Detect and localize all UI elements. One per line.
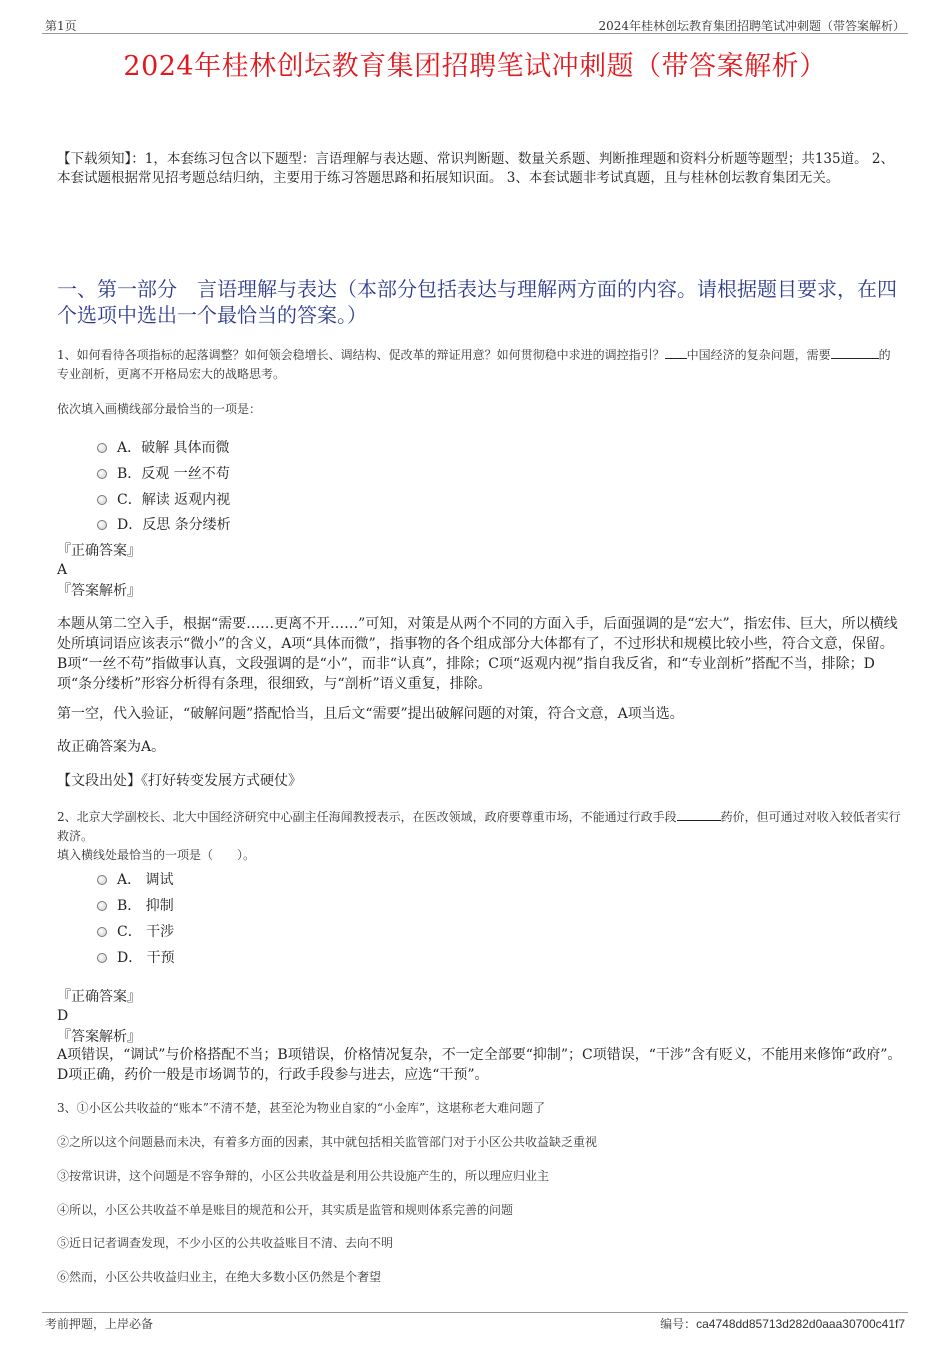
q1-answer: A (57, 562, 68, 578)
q3-sentence-2: ②之所以这个问题悬而未决，有着多方面的因素，其中就包括相关监管部门对于小区公共收益缺乏重视 (57, 1135, 598, 1149)
option-label: C． 干涉 (117, 924, 175, 940)
q2-option-d[interactable] (97, 947, 175, 967)
q1-answer-label: 『正确答案』 (57, 543, 141, 559)
question-2-stem-part: 2、北京大学副校长、北大中国经济研究中心副主任海闻教授表示，在医改领域，政府要尊重市场，不能通过行政手段 (57, 810, 677, 824)
question-1-stem-part: 的专业剖析，更离不开格局宏大的战略思考。 (57, 348, 891, 381)
radio-icon[interactable] (97, 901, 107, 911)
q3-sentence-5: ⑤近日记者调查发现，不少小区的公共收益账目不清、去向不明 (57, 1236, 394, 1250)
q2-answer-label: 『正确答案』 (57, 989, 141, 1005)
q3-sentence-3: ③按常识讲，这个问题是不容争辩的，小区公共收益是利用公共设施产生的，所以理应归业主 (57, 1169, 550, 1183)
q2-analysis: A项错误，“调试”与价格搭配不当；B项错误，价格情况复杂，不一定全部要“抑制”；C项错误，“干涉”含有贬义，不能用来修饰“政府”。D项正确，药价一般是市场调节的，行政手段参与进去，应选“干预”。 (57, 1047, 902, 1083)
option-label: A．破解 具体而微 (117, 440, 230, 456)
q1-analysis-paragraph-3: 故正确答案为A。 (57, 739, 166, 755)
radio-icon[interactable] (97, 443, 107, 453)
option-label: C．解读 返观内视 (117, 492, 231, 508)
question-1-stem-part: 中国经济的复杂问题，需要 (686, 348, 831, 362)
q2-answer: D (57, 1008, 69, 1024)
q3-sentence-6: ⑥然而，小区公共收益归业主，在绝大多数小区仍然是个奢望 (57, 1270, 382, 1284)
q1-analysis-label: 『答案解析』 (57, 583, 141, 599)
footer-doc-id (660, 1315, 905, 1332)
page-title: 2024年桂林创坛教育集团招聘笔试冲刺题（带答案解析） (123, 51, 827, 82)
q2-option-b[interactable] (97, 895, 174, 915)
blank-3 (677, 820, 721, 821)
radio-icon[interactable] (97, 927, 107, 937)
header-divider (42, 33, 908, 34)
question-2-stem (57, 808, 902, 846)
footer-id-code: ca4748dd85713d282d0aaa30700c41f7 (696, 1317, 905, 1331)
radio-icon[interactable] (97, 520, 107, 530)
q1-option-b[interactable] (97, 463, 230, 483)
q1-option-c[interactable] (97, 489, 230, 509)
option-label: D． 干预 (117, 950, 175, 966)
question-1-stem-part: 1、如何看待各项指标的起落调整？如何领会稳增长、调结构、促改革的辩证用意？如何贯彻稳中求进的调控指引？ (57, 348, 665, 362)
option-label: B． 抑制 (117, 898, 174, 914)
section-heading: 一、第一部分 言语理解与表达（本部分包括表达与理解两方面的内容。请根据题目要求，在四个选项中选出一个最恰当的答案。） (57, 277, 897, 327)
radio-icon[interactable] (97, 875, 107, 885)
q1-option-d[interactable] (97, 514, 231, 534)
option-label: D．反思 条分缕析 (117, 517, 231, 533)
header-doc-title: 2024年桂林创坛教育集团招聘笔试冲刺题（带答案解析） (598, 19, 905, 33)
q1-analysis-paragraph-2: 第一空，代入验证，“破解问题”搭配恰当，且后文“需要”提出破解问题的对策，符合文意，A项当选。 (57, 706, 684, 722)
q2-option-c[interactable] (97, 921, 174, 941)
blank-1 (665, 358, 687, 359)
radio-icon[interactable] (97, 469, 107, 479)
q1-analysis-paragraph-1: 本题从第二空入手，根据“需要……更离不开……”可知，对策是从两个不同的方面入手，后面强调的是“宏大”，指宏伟、巨大，所以横线处所填词语应该表示“微小”的含义，A项“具体而微”，指事物的各个组成部分大体都有了，不过形状和规模比较小些，符合文意，保留。B项“一丝不苟”指做事认真，文段强调的是“小”，而非“认真”，排除；C项“返观内视”指自我反省，和“专业剖析”搭配不当，排除；D项“条分缕析”形容分析得有条理，很细致，与“剖析”语义重复，排除。 (57, 616, 898, 692)
q3-sentence-1: 3、①小区公共收益的“账本”不清不楚，甚至沦为物业自家的“小金库”，这堪称老大难问题了 (57, 1101, 546, 1115)
q2-analysis-label: 『答案解析』 (57, 1029, 141, 1045)
q1-source: 【文段出处】《打好转变发展方式硬仗》 (57, 773, 302, 789)
question-1-prompt: 依次填入画横线部分最恰当的一项是： (57, 402, 262, 416)
q3-sentence-4: ④所以，小区公共收益不单是账目的规范和公开，其实质是监管和规则体系完善的问题 (57, 1203, 514, 1217)
question-1-stem (57, 346, 902, 384)
footer-slogan: 考前押题，上岸必备 (45, 1317, 154, 1331)
footer-divider (42, 1312, 908, 1313)
download-notice: 【下载须知】：1，本套练习包含以下题型：言语理解与表达题、常识判断题、数量关系题、判断推理题和资料分析题等题型；共135道。 2、本套试题根据常见招考题总结归纳，主要用于练习答题思路和拓展知识面。 3、本套试题非考试真题，且与桂林创坛教育集团无关。 (57, 151, 894, 186)
option-label: A． 调试 (117, 872, 174, 888)
blank-2 (831, 358, 879, 359)
q2-option-a[interactable] (97, 869, 174, 889)
page-number: 第1页 (45, 19, 77, 33)
radio-icon[interactable] (97, 953, 107, 963)
radio-icon[interactable] (97, 495, 107, 505)
footer-id-label: 编号： (660, 1317, 697, 1331)
option-label: B．反观 一丝不苟 (117, 466, 230, 482)
question-2-stem-part: 药价，但可通过对收入较低者实行救济。 (57, 810, 901, 843)
question-2-prompt: 填入横线处最恰当的一项是（ ）。 (57, 848, 256, 862)
q1-option-a[interactable] (97, 437, 230, 457)
